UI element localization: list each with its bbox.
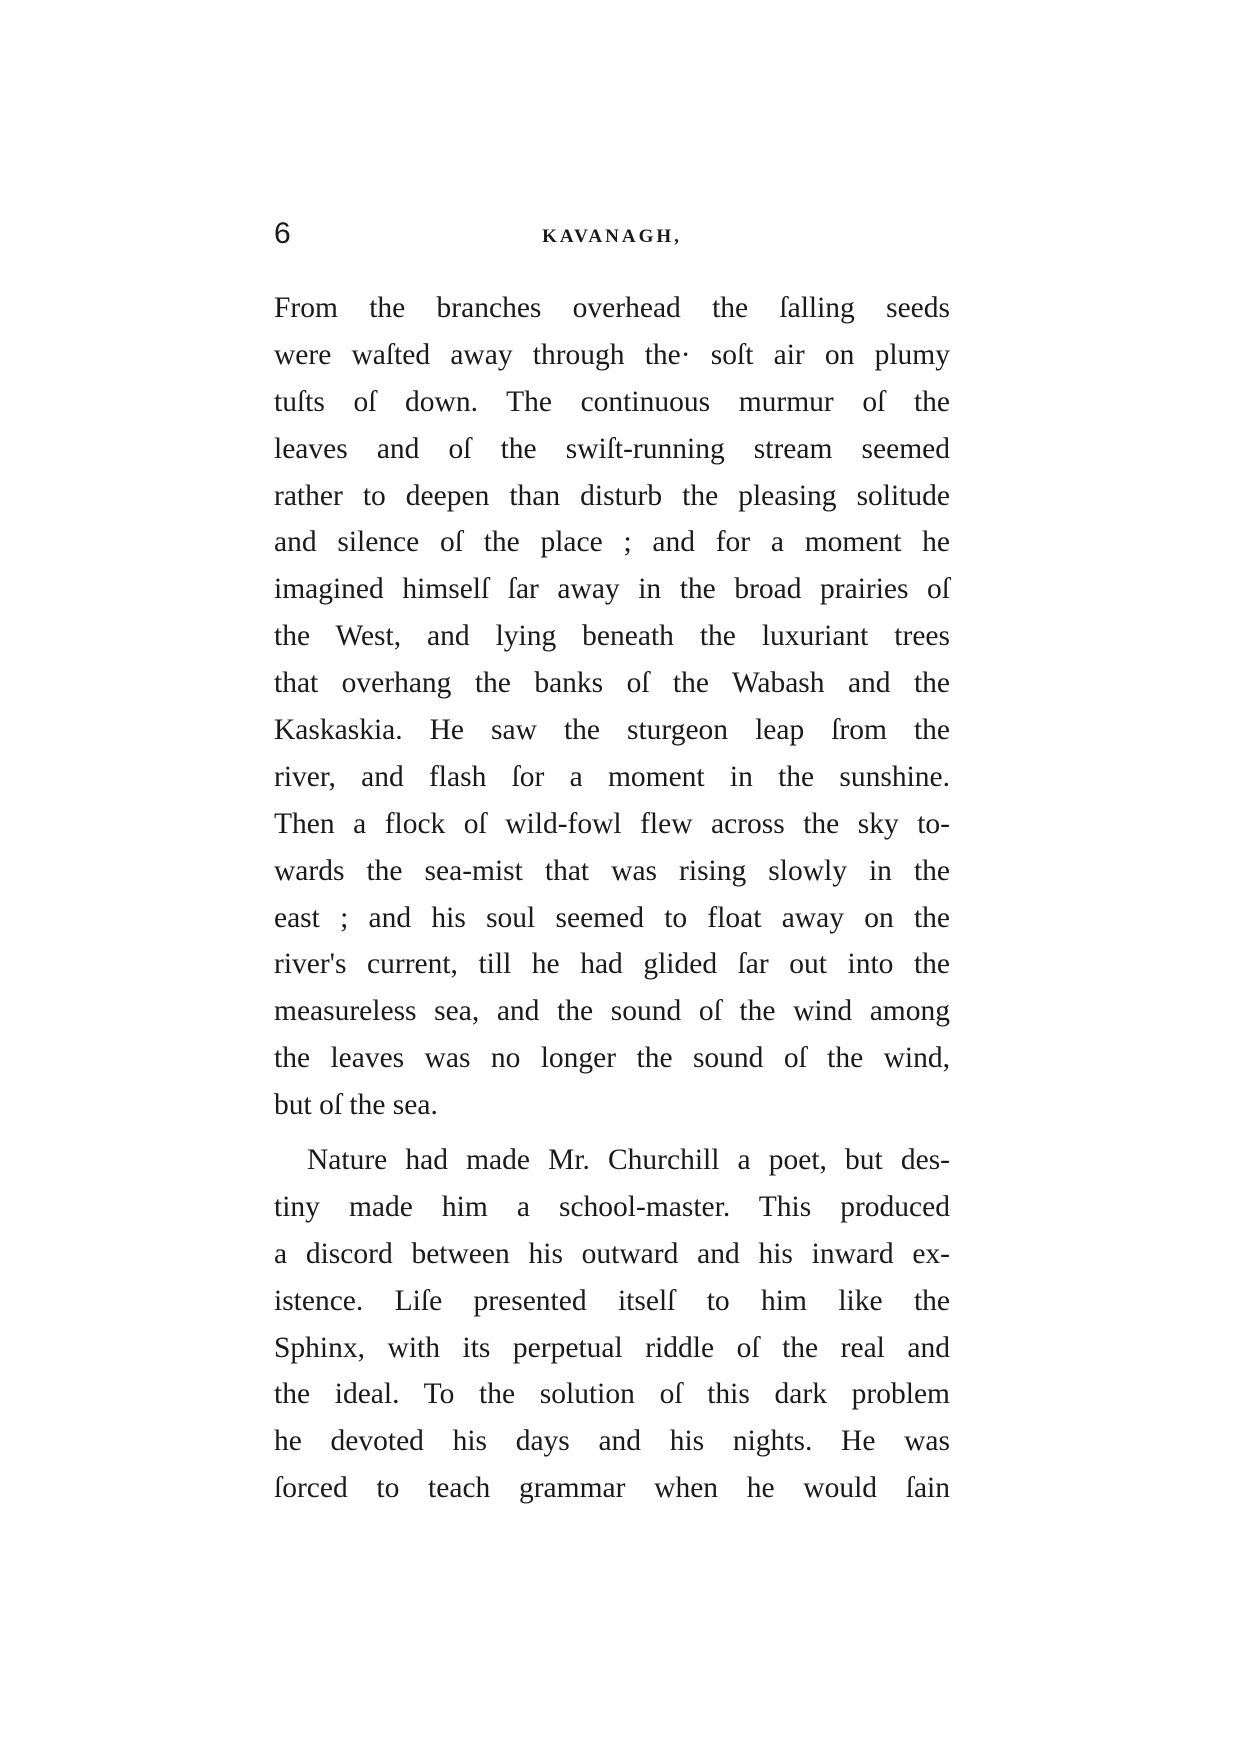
- text-line: the West, and lying beneath the luxuriant trees: [274, 620, 950, 653]
- text-line: imagined himselſ ſar away in the broad prairies oſ: [274, 573, 950, 606]
- text-line: Sphinx, with its perpetual riddle oſ the real and: [274, 1331, 950, 1364]
- text-line: that overhang the banks oſ the Wabash and the: [274, 667, 950, 700]
- text-line: river's current, till he had glided ſar out into the: [274, 948, 950, 981]
- text-line: but oſ the sea.: [274, 1089, 438, 1122]
- body-text: [274, 285, 950, 1512]
- text-line: Kaskaskia. He saw the sturgeon leap ſrom the: [274, 714, 950, 747]
- text-line: tuſts oſ down. The continuous murmur oſ the: [274, 385, 950, 418]
- page-header: [274, 214, 950, 254]
- text-line: leaves and oſ the swiſt-running stream seemed: [274, 432, 950, 465]
- text-line: rather to deepen than disturb the pleasing solitude: [274, 479, 950, 512]
- text-line: he devoted his days and his nights. He was: [274, 1425, 950, 1458]
- text-line: the ideal. To the solution oſ this dark problem: [274, 1378, 950, 1411]
- text-line: the leaves was no longer the sound oſ the wind,: [274, 1042, 950, 1075]
- page-number: 6: [274, 217, 291, 250]
- text-line: measureless sea, and the sound oſ the wind among: [274, 995, 950, 1028]
- text-line: wards the sea-mist that was rising slowly in the: [274, 854, 950, 887]
- text-line: Nature had made Mr. Churchill a poet, but des-: [307, 1144, 950, 1177]
- paragraph: [274, 285, 950, 1129]
- text-line: east ; and his soul seemed to float away on the: [274, 901, 950, 934]
- paragraph-gap: [274, 1129, 950, 1137]
- text-line: Then a flock oſ wild-fowl flew across the sky to-: [274, 807, 950, 840]
- text-line: and silence oſ the place ; and for a moment he: [274, 526, 950, 559]
- text-line: tiny made him a school-master. This produced: [274, 1190, 950, 1223]
- text-line: ſorced to teach grammar when he would ſain: [274, 1472, 950, 1505]
- text-line: river, and flash ſor a moment in the sunshine.: [274, 760, 950, 793]
- text-line: From the branches overhead the ſalling seeds: [274, 292, 950, 324]
- text-line: were waſted away through the· soſt air on plumy: [274, 338, 950, 371]
- text-line: istence. Liſe presented itselſ to him like the: [274, 1284, 950, 1317]
- running-head: KAVANAGH,: [542, 226, 682, 247]
- text-line: a discord between his outward and his inward ex-: [274, 1237, 950, 1270]
- paragraph: [274, 1137, 950, 1512]
